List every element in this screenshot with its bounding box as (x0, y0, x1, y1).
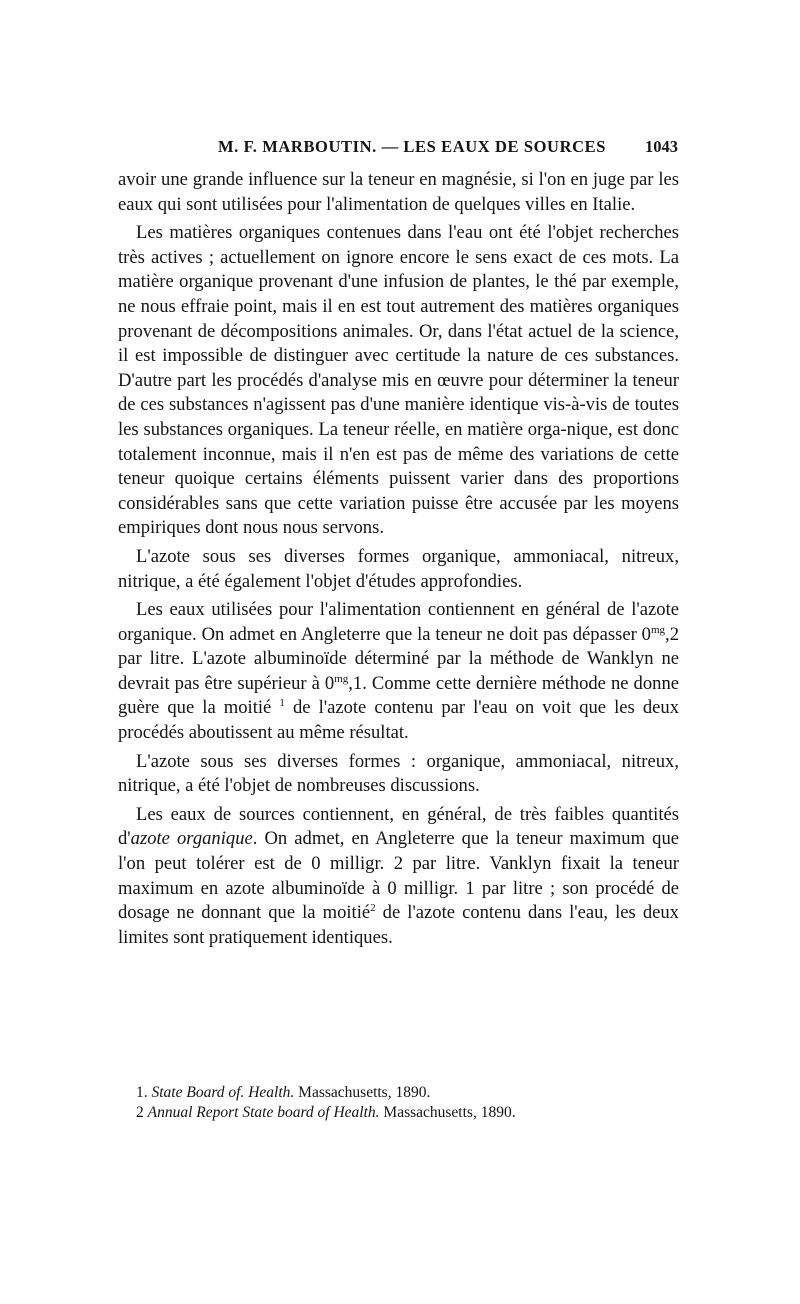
p4-text-c: ,1. Comme cette dernière méthode ne donne guère que la moitié (118, 672, 680, 719)
footnotes (136, 1083, 676, 1123)
paragraph-nitrogen-forms: L'azote sous ses diverses formes organique, ammoniacal, nitreux, nitrique, a été également l'objet d'études approfondies. (118, 545, 679, 592)
p6-text-c: de l'azote contenu dans l'eau, les deux limites sont pratiquement identiques. (118, 902, 679, 948)
p4-text-a: Les eaux utilisées pour l'alimentation contiennent en général de l'azote organique. On admet en Angleterre que la teneur ne doit pas dépasser 0 (118, 599, 679, 645)
p6-text-b: . On admet, en Angleterre que la teneur maximum que l'on peut tolérer est de 0 milligr. 2 par litre. Vanklyn fixait la teneur maximum en azote albuminoïde à 0 milligr. 1 par litre ; son procédé de dosage ne donnant que la moitié (118, 828, 679, 924)
page-header (118, 137, 678, 165)
unit-superscript: mg (650, 623, 666, 636)
footnote-number: 2 (136, 1104, 144, 1121)
paragraph-continuation: avoir une grande influence sur la teneur en magnésie, si l'on en juge par les eaux qui sont utilisées pour l'alimentation de quelques villes en Italie. (118, 169, 679, 215)
footnote-title: State Board of. Health. (151, 1084, 295, 1101)
footnote-2 (136, 1103, 676, 1123)
paragraph-organic-matter: Les matières organiques contenues dans l'eau ont été l'objet recherches très actives ; actuellement on ignore encore le sens exact de ces mots. La matière organique provenant d'une infusion de plantes, le thé par exemple, ne nous effraie point, mais il en est tout autrement des matières organiques provenant de décompositions animales. Or, dans l'état actuel de la science, il est impossible de distinguer avec certitude la nature de ces substances. D'autre part les procédés d'analyse mis en œuvre pour déterminer la teneur de ces substances n'agissent pas d'une manière identique vis-à-vis de toutes les substances organiques. La teneur réelle, en matière orga-nique, est donc totalement inconnue, mais il n'en est pas de même des variations de cette teneur quoique certains éléments puissent varier dans des proportions considérables sans que cette variation puisse être accusée par les moyens empiriques dont nous nous servons. (118, 222, 679, 539)
page-number: 1043 (645, 137, 678, 156)
paragraph-nitrogen-discussions: L'azote sous ses diverses formes : organique, ammoniacal, nitreux, nitrique, a été l'objet de nombreuses discussions. (118, 750, 679, 797)
p4-text-d: de l'azote contenu par l'eau on voit que les deux procédés aboutissent au même résultat. (118, 697, 679, 744)
footnote-number: 1. (136, 1084, 148, 1101)
footnote-ref-2: 2 (370, 902, 376, 915)
emphasis-organic-nitrogen: azote organique (130, 828, 253, 850)
paragraph-organic-nitrogen (118, 598, 679, 746)
p4-text-b: ,2 par litre. L'azote albuminoïde déterminé par la méthode de Wanklyn ne devrait pas être supérieur à 0 (118, 623, 679, 694)
footnote-title: Annual Report State board of Health. (147, 1104, 380, 1121)
footnote-1 (136, 1083, 676, 1103)
unit-superscript: mg (334, 672, 349, 685)
footnote-ref-1: 1 (279, 697, 285, 710)
paragraph-spring-water (118, 803, 679, 951)
footnote-text: Massachusetts, 1890. (379, 1104, 516, 1121)
p6-text-a: Les eaux de sources contiennent, en général, de très faibles quantités d' (118, 803, 679, 850)
running-title: M. F. MARBOUTIN. — LES EAUX DE SOURCES (218, 137, 606, 156)
footnote-text: Massachusetts, 1890. (294, 1084, 431, 1101)
body-text (118, 168, 679, 954)
